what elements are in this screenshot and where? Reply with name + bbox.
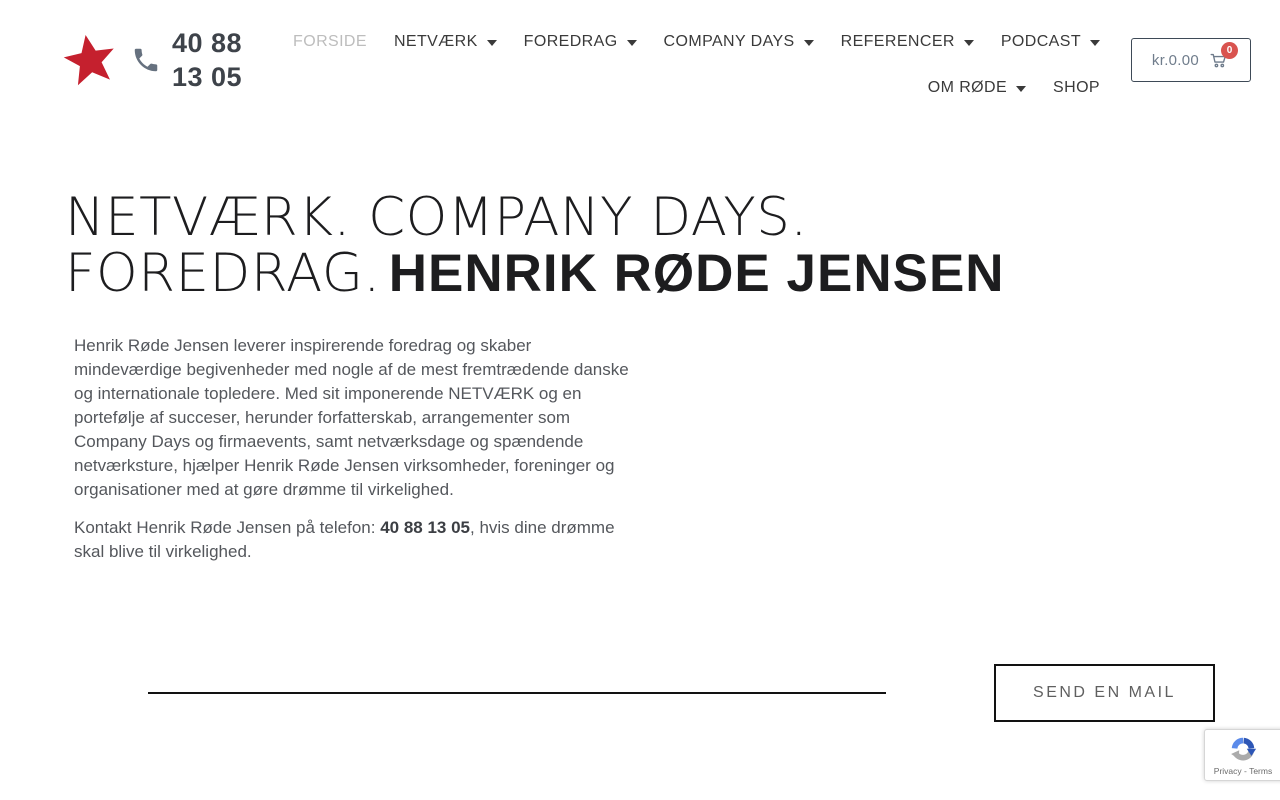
cart-amount: kr.0.00 (1151, 51, 1200, 69)
cart-button[interactable] (1131, 38, 1251, 82)
cart-icon-wrap (1208, 45, 1233, 71)
send-mail-button[interactable]: SEND EN MAIL (994, 664, 1215, 722)
chevron-down-icon (487, 40, 497, 46)
nav-item-label: NETVÆRK (393, 33, 478, 50)
logo-group[interactable] (62, 26, 264, 94)
phone-icon (131, 45, 161, 75)
recaptcha-icon (1228, 734, 1258, 764)
recaptcha-privacy-terms: Privacy - Terms (1213, 766, 1273, 776)
title-thin-text: NETVÆRK. COMPANY DAYS. (65, 187, 808, 248)
nav-row-2 (928, 78, 1100, 98)
title-thin-text: FOREDRAG. (65, 243, 381, 304)
contact-phone: 40 88 13 05 (380, 518, 470, 537)
nav-item-foredrag[interactable] (524, 32, 637, 52)
nav-item-label: REFERENCER (840, 33, 955, 50)
title-line-2 (65, 243, 1215, 304)
nav-item-label: OM RØDE (927, 79, 1008, 96)
intro-text-block (65, 334, 630, 564)
main-content (65, 187, 1215, 722)
red-star-icon (57, 27, 122, 94)
horizontal-divider (148, 692, 886, 694)
title-bold-text: HENRIK RØDE JENSEN (388, 244, 1005, 303)
chevron-down-icon (627, 40, 637, 46)
cta-row (65, 664, 1215, 722)
nav-item-label: FOREDRAG (523, 33, 618, 50)
nav-item-label: FORSIDE (293, 33, 367, 50)
nav-item-label: COMPANY DAYS (663, 33, 795, 50)
intro-paragraph: Henrik Røde Jensen leverer inspirerende foredrag og skaber mindeværdige begivenheder med nogle af de mest fremtrædende danske og internationale topledere. Med sit imponerende NETVÆRK og en portefølje af succeser, herunder forfatterskab, arrangementer som Company Days og firmaevents, samt netværksdage og spændende netværksture, hjælper Henrik Røde Jensen virksomheder, foreninger og organisationer med at gøre drømme til virkelighed. (74, 336, 629, 499)
nav-item-label: SHOP (1053, 79, 1100, 96)
main-nav (293, 32, 1100, 98)
recaptcha-badge[interactable] (1204, 729, 1280, 781)
nav-item-referencer[interactable] (841, 32, 974, 52)
nav-item-netvaerk[interactable] (394, 32, 497, 52)
contact-line (74, 516, 634, 564)
site-header (0, 0, 1280, 98)
cart-count-badge: 0 (1221, 42, 1238, 59)
chevron-down-icon (964, 40, 974, 46)
nav-item-company-days[interactable] (664, 32, 814, 52)
nav-item-om-roede[interactable] (928, 78, 1026, 98)
nav-item-shop[interactable] (1053, 78, 1100, 98)
page-title (65, 187, 1215, 304)
contact-suffix: , hvis dine drømme skal blive til virkelighed. (74, 518, 615, 561)
hero-section (65, 187, 1215, 564)
nav-item-label: PODCAST (1000, 33, 1081, 50)
contact-prefix: Kontakt Henrik Røde Jensen på telefon: (74, 518, 381, 537)
header-phone-number[interactable]: 40 88 13 05 (172, 28, 243, 92)
title-line-1 (65, 187, 1215, 248)
chevron-down-icon (1090, 40, 1100, 46)
chevron-down-icon (804, 40, 814, 46)
chevron-down-icon (1016, 86, 1026, 92)
nav-item-forside[interactable] (293, 32, 367, 52)
nav-item-podcast[interactable] (1001, 32, 1100, 52)
nav-row-1 (293, 32, 1100, 52)
